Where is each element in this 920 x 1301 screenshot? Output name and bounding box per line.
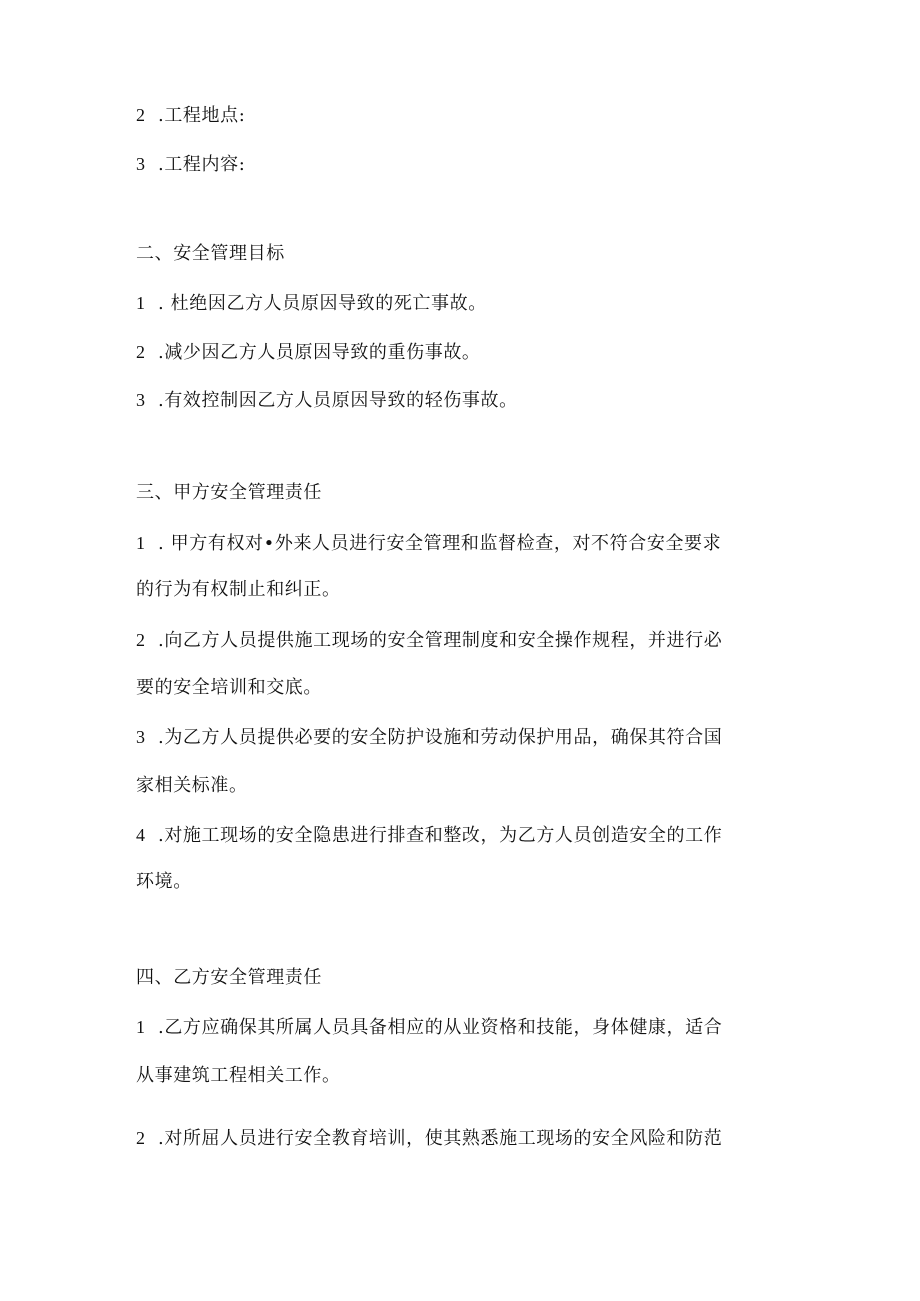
section-heading-2 [136,242,776,266]
item-text: 环境。 [136,871,192,892]
item-text: 要的安全培训和交底。 [136,677,322,698]
partyA-item-2-cont [136,676,776,700]
item-text: .为乙方人员提供必要的安全防护设施和劳动保护用品，确保其符合国 [158,727,723,748]
partyA-item-3 [136,725,776,750]
partyA-item-2 [136,628,776,653]
item-number: 1 [136,293,146,313]
item-text: .工程地点: [158,105,246,126]
heading-text: 四、乙方安全管理责任 [136,967,322,988]
partyB-item-1 [136,1015,776,1040]
item-number: 1 [136,1017,146,1037]
goal-item-1 [136,291,776,316]
item-number: 1 [136,533,146,553]
item-text: .减少因乙方人员原因导致的重伤事故。 [158,342,481,363]
item-text: . 甲方有权对•外来人员进行安全管理和监督检查，对不符合安全要求 [158,533,722,554]
item-number: 3 [136,390,146,410]
item-number: 3 [136,154,146,174]
item-text: . 杜绝因乙方人员原因导致的死亡事故。 [158,293,487,314]
heading-text: 三、甲方安全管理责任 [136,482,322,503]
item-text: 的行为有权制止和纠正。 [136,579,341,600]
partyA-item-4-cont [136,870,776,894]
section-heading-3 [136,481,776,505]
item-number: 4 [136,825,146,845]
item-text: .对所屈人员进行安全教育培训，使其熟悉施工现场的安全风险和防范 [158,1128,723,1149]
item-number: 2 [136,630,146,650]
item-number: 2 [136,1128,146,1148]
heading-text: 二、安全管理目标 [136,243,285,264]
section-heading-4 [136,966,776,990]
item-number: 2 [136,105,146,125]
partyA-item-3-cont [136,774,776,798]
partyA-item-4 [136,823,776,848]
partyB-item-1-cont [136,1064,776,1088]
goal-item-3 [136,388,776,413]
item-text: 家相关标准。 [136,775,248,796]
item-number: 2 [136,342,146,362]
item-number: 3 [136,727,146,747]
item-3-content [136,152,776,177]
item-2-location [136,103,776,128]
item-text: .向乙方人员提供施工现场的安全管理制度和安全操作规程，并进行必 [158,630,723,651]
item-text: .工程内容: [158,154,246,175]
partyA-item-1 [136,531,776,556]
item-text: .有效控制因乙方人员原因导致的轻伤事故。 [158,390,518,411]
goal-item-2 [136,340,776,365]
partyA-item-1-cont [136,578,776,602]
item-text: 从事建筑工程相关工作。 [136,1065,341,1086]
item-text: .对施工现场的安全隐患进行排查和整改，为乙方人员创造安全的工作 [158,825,723,846]
partyB-item-2 [136,1126,776,1151]
item-text: .乙方应确保其所属人员具备相应的从业资格和技能，身体健康，适合 [158,1017,723,1038]
